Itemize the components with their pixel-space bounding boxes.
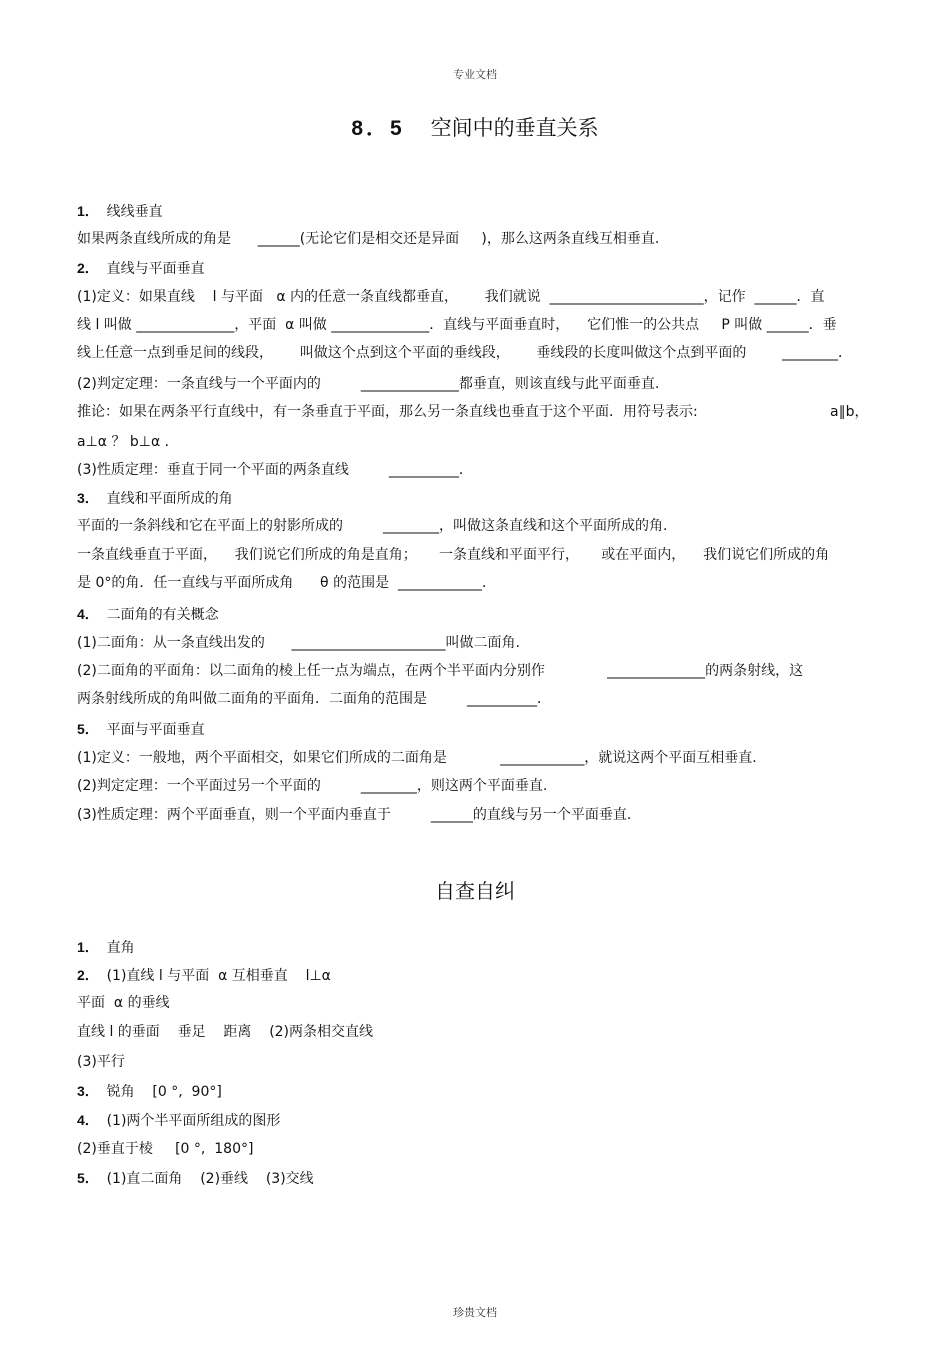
text-line: (1)二面角：从一条直线出发的 ______________________叫做二面角.: [77, 635, 520, 651]
text-line: (3)性质定理：两个平面垂直，则一个平面内垂直于 ______的直线与另一个平面垂直.: [77, 807, 632, 823]
section-title: 空间中的垂直关系: [430, 116, 599, 140]
answer-line: (2)垂直于棱 [0 °, 180°]: [77, 1141, 254, 1157]
text-line: (3)性质定理：垂直于同一个平面的两条直线 __________．: [77, 462, 473, 478]
heading-2: 2． 直线与平面垂直: [77, 260, 205, 277]
section-number: 8．5: [351, 117, 405, 140]
text-line: (1)定义：如果直线 l 与平面 α 内的任意一条直线都垂直， 我们就说 ______________________，记作 ______．直: [77, 289, 825, 305]
answer-2: 2． (1)直线 l 与平面 α 互相垂直 l⊥α: [77, 967, 331, 984]
text-line: (2)二面角的平面角：以二面角的棱上任一点为端点，在两个半平面内分别作 ______________的两条射线，这: [77, 663, 804, 679]
text-line: 线上任意一点到垂足间的线段， 叫做这个点到这个平面的垂线段， 垂线段的长度叫做这个点到平面的 ________．: [77, 345, 853, 361]
heading-4: 4． 二面角的有关概念: [77, 606, 219, 623]
answer-line: 平面 α 的垂线: [77, 995, 170, 1011]
answer-line: (3)平行: [77, 1054, 125, 1070]
text-line: 如果两条直线所成的角是 ______(无论它们是相交还是异面 )，那么这两条直线互相垂直.: [77, 231, 660, 247]
heading-5: 5． 平面与平面垂直: [77, 721, 205, 738]
text-line: 是 0°的角．任一直线与平面所成角 θ 的范围是 ____________．: [77, 575, 496, 591]
page-header: 专业文档: [453, 68, 497, 81]
text-line: 线 l 叫做 ______________，平面 α 叫做 ______________．直线与平面垂直时， 它们惟一的公共点 P 叫做 ______．垂: [77, 317, 837, 333]
text-line: 一条直线垂直于平面， 我们说它们所成的角是直角； 一条直线和平面平行， 或在平面内， 我们说它们所成的角: [77, 547, 830, 563]
text-line: 两条射线所成的角叫做二面角的平面角．二面角的范围是 __________．: [77, 691, 552, 707]
page-footer: 珍贵文档: [453, 1306, 497, 1319]
text-line: (2)判定定理：一条直线与一个平面内的 ______________都垂直，则该直线与此平面垂直.: [77, 376, 660, 392]
answer-3: 3． 锐角 [0 °, 90°]: [77, 1083, 222, 1100]
text-line: (1)定义：一般地，两个平面相交，如果它们所成的二面角是 ____________，就说这两个平面互相垂直.: [77, 750, 757, 766]
text-line: a⊥α ？ b⊥α ．: [77, 434, 179, 450]
heading-3: 3． 直线和平面所成的角: [77, 490, 233, 507]
text-line: (2)判定定理：一个平面过另一个平面的 ________，则这两个平面垂直.: [77, 778, 548, 794]
answer-line: 直线 l 的垂面 垂足 距离 (2)两条相交直线: [77, 1024, 374, 1040]
page-title: [0, 112, 950, 142]
text-line: 推论：如果在两条平行直线中，有一条垂直于平面，那么另一条直线也垂直于这个平面．用符号表示:: [77, 404, 698, 420]
section-2-title: 自查自纠: [435, 879, 515, 903]
answer-1: 1． 直角: [77, 939, 135, 956]
answer-4: 4． (1)两个半平面所组成的图形: [77, 1112, 281, 1129]
heading-1: 1． 线线垂直: [77, 203, 163, 220]
text-line-right: a∥b，: [830, 404, 869, 420]
answer-5: 5． (1)直二面角 (2)垂线 (3)交线: [77, 1170, 314, 1187]
text-line: 平面的一条斜线和它在平面上的射影所成的 ________，叫做这条直线和这个平面所成的角.: [77, 518, 668, 534]
